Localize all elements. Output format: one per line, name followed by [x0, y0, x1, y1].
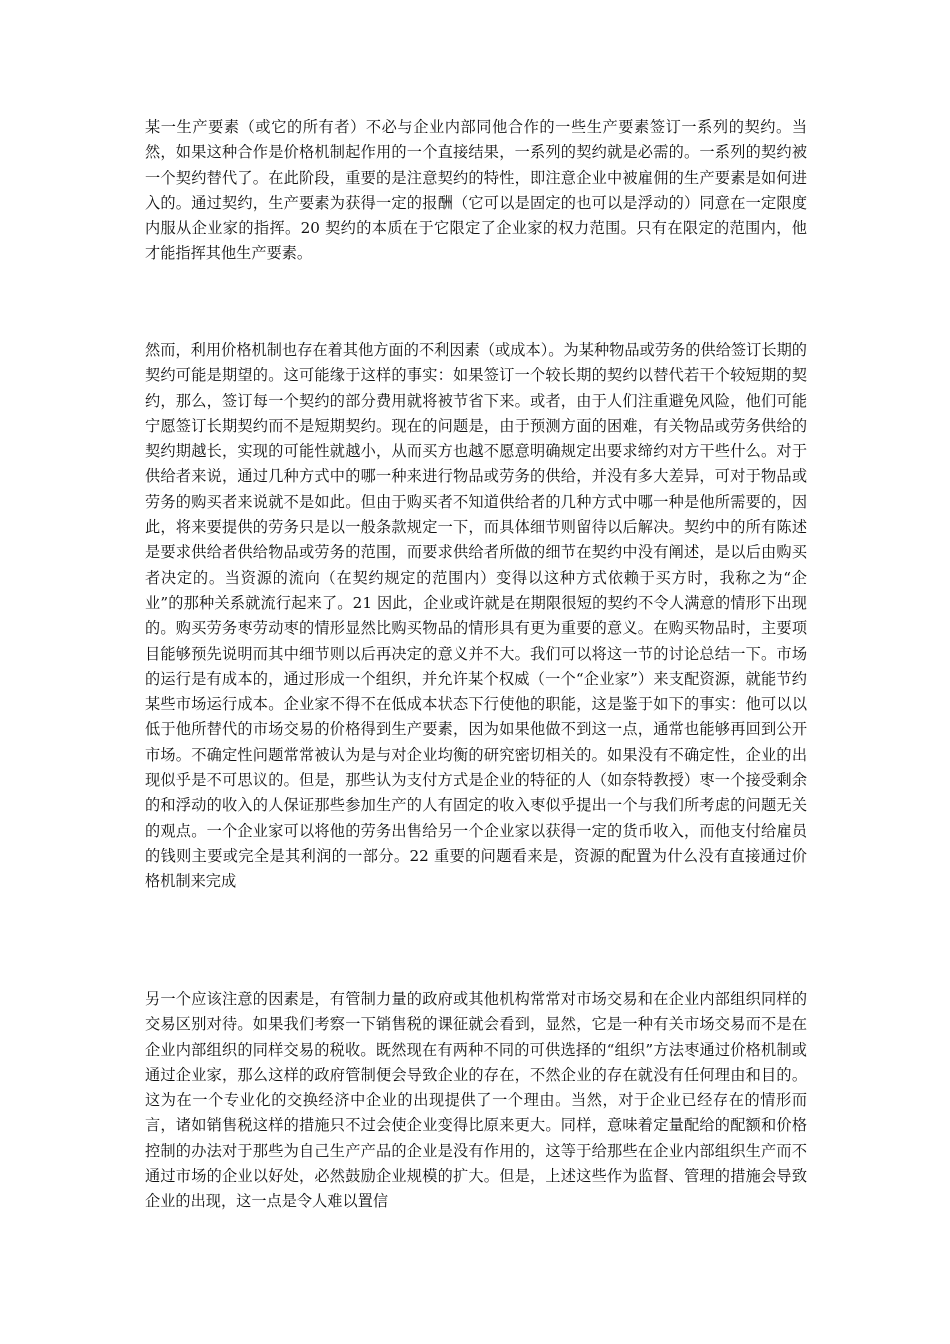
- paragraph-government-regulation: 另一个应该注意的因素是，有管制力量的政府或其他机构常常对市场交易和在企业内部组织同样的交易区别对待。如果我们考察一下销售税的课征就会看到，显然，它是一种有关市场交易而不是在企业内部组织的同样交易的税收。既然现在有两种不同的可供选择的“组织”方法枣通过价格机制或通过企业家，那么这样的政府管制便会导致企业的存在，不然企业的存在就没有任何理由和目的。这为在一个专业化的交换经济中企业的出现提供了一个理由。当然，对于企业已经存在的情形而言，诸如销售税这样的措施只不过会使企业变得比原来更大。同样，意味着定量配给的配额和价格控制的办法对于那些为自己生产产品的企业是没有作用的，这等于给那些在企业内部组织生产而不通过市场的企业以好处，必然鼓励企业规模的扩大。但是，上述这些作为监督、管理的措施会导致企业的出现，这一点是令人难以置信: [145, 990, 807, 1211]
- paragraph-contract-nature: 某一生产要素（或它的所有者）不必与企业内部同他合作的一些生产要素签订一系列的契约。当然，如果这种合作是价格机制起作用的一个直接结果，一系列的契约就是必需的。一系列的契约被一个契约替代了。在此阶段，重要的是注意契约的特性，即注意企业中被雇佣的生产要素是如何进入的。通过契约，生产要素为获得一定的报酬（它可以是固定的也可以是浮动的）同意在一定限度内服从企业家的指挥。20 契约的本质在于它限定了企业家的权力范围。只有在限定的范围内，他才能指挥其他生产要素。: [145, 118, 807, 263]
- paragraph-price-mechanism-costs: 然而，利用价格机制也存在着其他方面的不利因素（或成本）。为某种物品或劳务的供给签订长期的契约可能是期望的。这可能缘于这样的事实：如果签订一个较长期的契约以替代若干个较短期的契约，那么，签订每一个契约的部分费用就将被节省下来。或者，由于人们注重避免风险，他们可能宁愿签订长期契约而不是短期契约。现在的问题是，由于预测方面的困难，有关物品或劳务供给的契约期越长，实现的可能性就越小，从而买方也越不愿意明确规定出要求缔约对方干些什么。对于供给者来说，通过几种方式中的哪一种来进行物品或劳务的供给，并没有多大差异，可对于物品或劳务的购买者来说就不是如此。但由于购买者不知道供给者的几种方式中哪一种是他所需要的，因此，将来要提供的劳务只是以一般条款规定一下，而具体细节则留待以后解决。契约中的所有陈述是要求供给者供给物品或劳务的范围，而要求供给者所做的细节在契约中没有阐述，是以后由购买者决定的。当资源的流向（在契约规定的范围内）变得以这种方式依赖于买方时，我称之为“企业”的那种关系就流行起来了。21 因此，企业或许就是在期限很短的契约不令人满意的情形下出现的。购买劳务枣劳动枣的情形显然比购买物品的情形具有更为重要的意义。在购买物品时，主要项目能够预先说明而其中细节则以后再决定的意义并不大。我们可以将这一节的讨论总结一下。市场的运行是有成本的，通过形成一个组织，并允许某个权威（一个“企业家”）来支配资源，就能节约某些市场运行成本。企业家不得不在低成本状态下行使他的职能，这是鉴于如下的事实：他可以以低于他所替代的市场交易的价格得到生产要素，因为如果他做不到这一点，通常也能够再回到公开市场。不确定性问题常常被认为是与对企业均衡的研究密切相关的。如果没有不确定性，企业的出现似乎是不可思议的。但是，那些认为支付方式是企业的特征的人（如奈特教授）枣一个接受剩余的和浮动的收入的人保证那些参加生产的人有固定的收入枣似乎提出一个与我们所考虑的问题无关的观点。一个企业家可以将他的劳务出售给另一个企业家以获得一定的货币收入，而他支付给雇员的钱则主要或完全是其利润的一部分。22 重要的问题看来是，资源的配置为什么没有直接通过价格机制来完成: [145, 341, 807, 891]
